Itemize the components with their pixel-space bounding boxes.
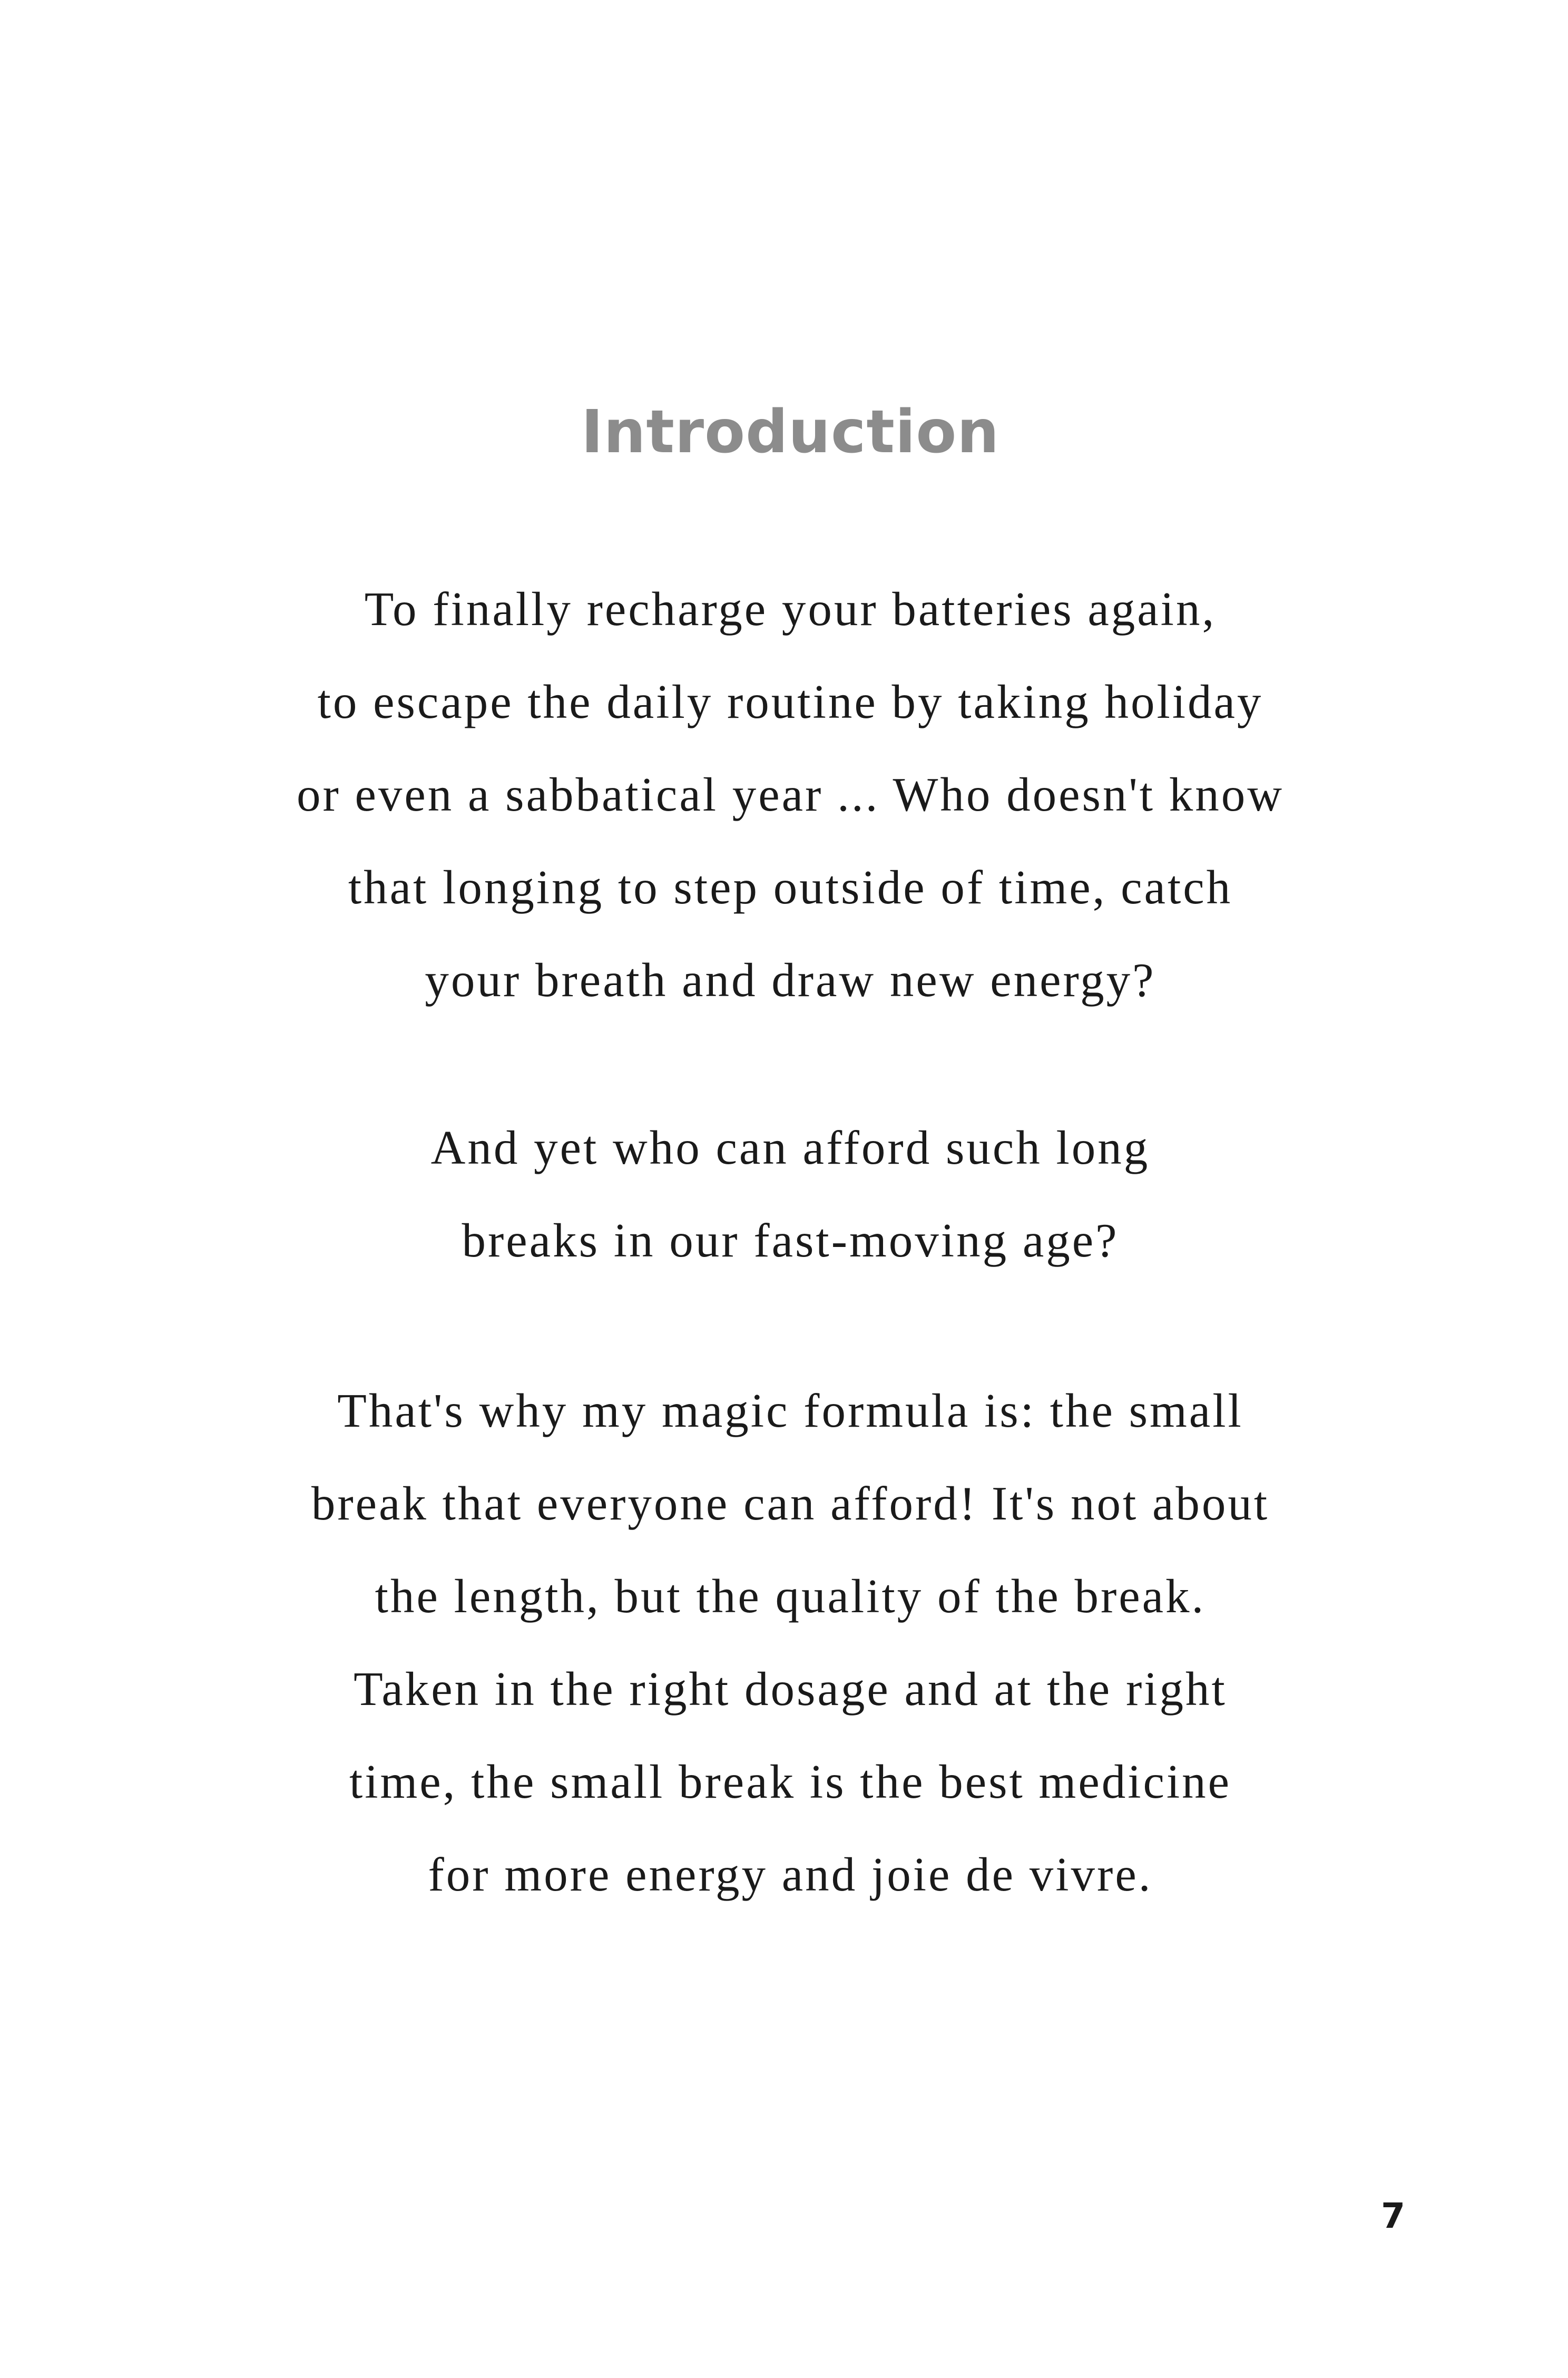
text-line: or even a sabbatical year ... Who doesn't know [296, 768, 1285, 821]
text-line: time, the small break is the best medicine [349, 1755, 1232, 1808]
paragraph-1 [200, 563, 1380, 1027]
text-line: Taken in the right dosage and at the right [354, 1662, 1227, 1716]
paragraph-2 [200, 1102, 1380, 1287]
text-line: the length, but the quality of the break. [375, 1570, 1206, 1623]
text-line: that longing to step outside of time, catch [348, 861, 1233, 914]
paragraph-3 [200, 1365, 1380, 1921]
text-line: That's why my magic formula is: the small [337, 1384, 1243, 1437]
text-line: to escape the daily routine by taking holiday [317, 675, 1263, 728]
page-number: 7 [1381, 2196, 1405, 2236]
text-line: your breath and draw new energy? [425, 953, 1156, 1007]
text-line: To finally recharge your batteries again, [364, 582, 1217, 636]
text-line: And yet who can afford such long [430, 1121, 1150, 1174]
text-line: breaks in our fast-moving age? [462, 1214, 1119, 1267]
chapter-title: Introduction [581, 398, 1000, 466]
text-line: for more energy and joie de vivre. [428, 1848, 1153, 1901]
text-line: break that everyone can afford! It's not about [311, 1477, 1270, 1530]
